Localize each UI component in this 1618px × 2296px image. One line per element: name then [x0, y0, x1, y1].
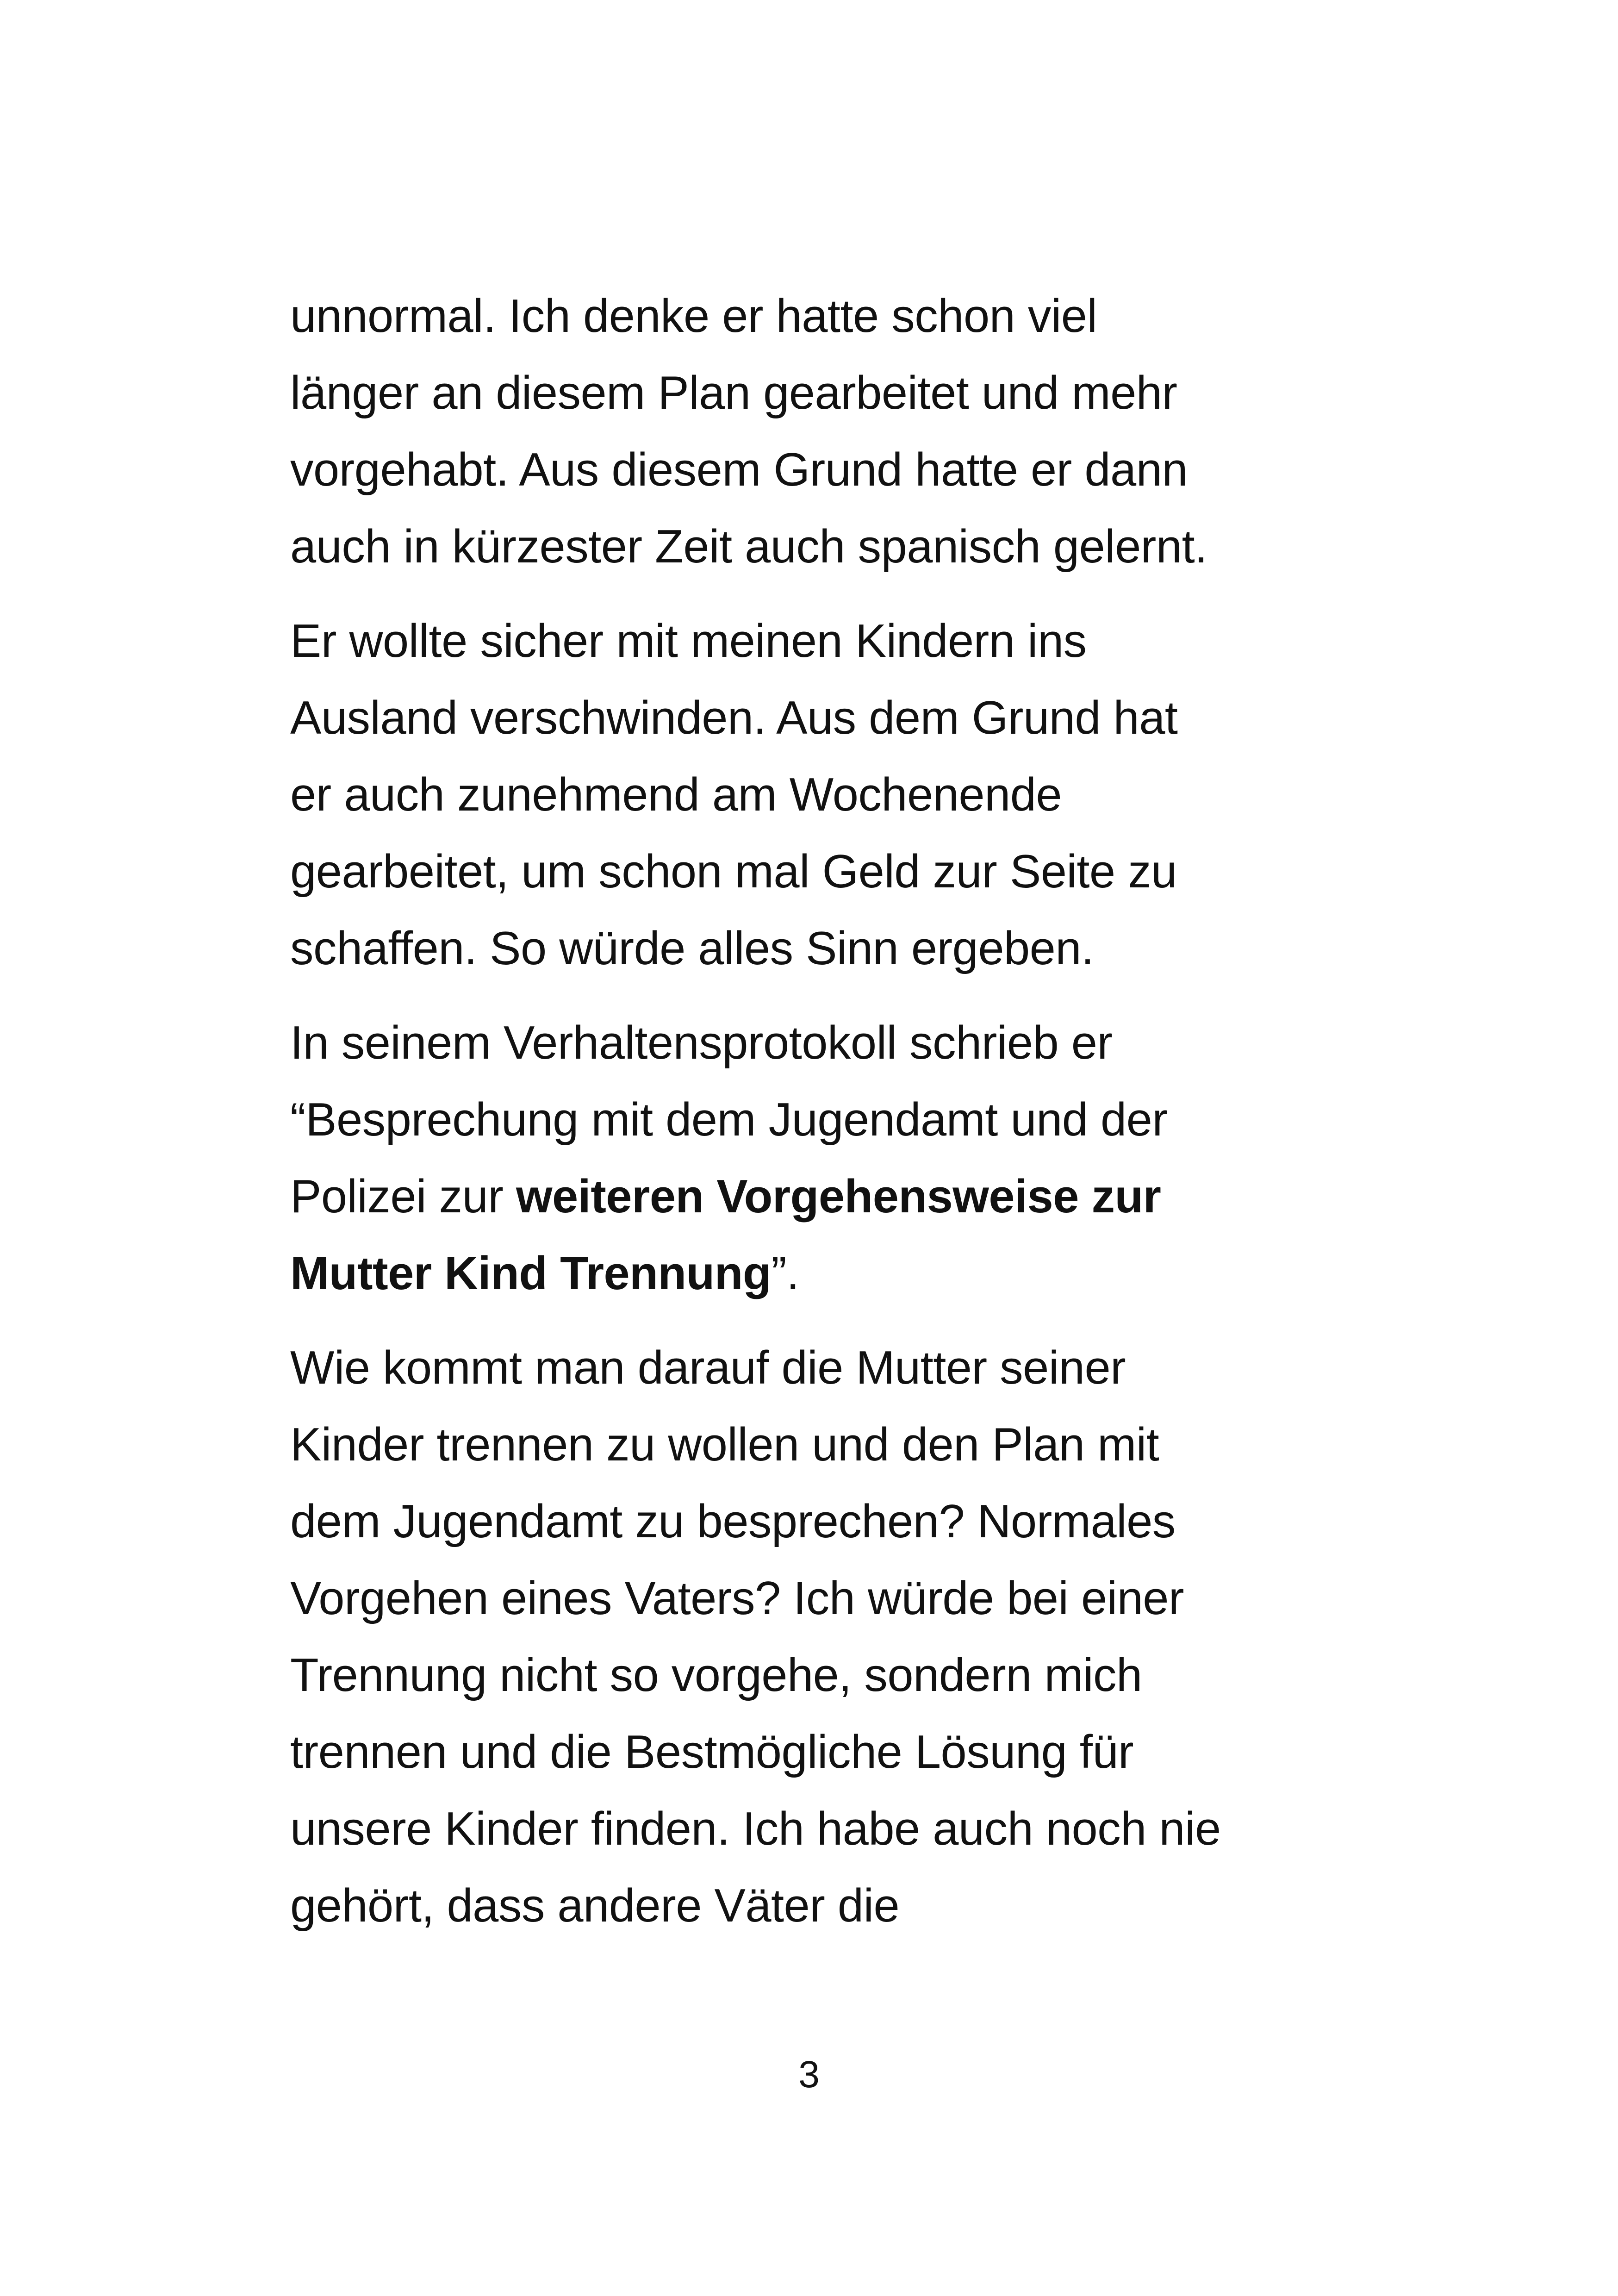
text-line: gearbeitet, um schon mal Geld zur Seite zu [290, 846, 1177, 898]
text-line [290, 1158, 1382, 1235]
text-line: unsere Kinder finden. Ich habe auch noch nie [290, 1803, 1221, 1855]
text-line: Vorgehen eines Vaters? Ich würde bei einer [290, 1572, 1184, 1624]
paragraph [290, 1004, 1382, 1312]
text-line: trennen und die Bestmögliche Lösung für [290, 1726, 1134, 1778]
paragraph [290, 278, 1382, 585]
text-line: dem Jugendamt zu besprechen? Normales [290, 1496, 1176, 1547]
text-plain: Polizei zur [290, 1171, 516, 1223]
text-line: Kinder trennen zu wollen und den Plan mit [290, 1419, 1159, 1471]
text-line: schaffen. So würde alles Sinn ergeben. [290, 923, 1094, 974]
text-line: unnormal. Ich denke er hatte schon viel [290, 290, 1097, 342]
body-text [290, 278, 1382, 1962]
text-bold: Mutter Kind Trennung [290, 1248, 772, 1299]
text-line: gehört, dass andere Väter die [290, 1880, 900, 1932]
text-line: Ausland verschwinden. Aus dem Grund hat [290, 692, 1178, 744]
text-line: vorgehabt. Aus diesem Grund hatte er dann [290, 444, 1188, 496]
text-line [290, 1235, 1382, 1312]
text-line: länger an diesem Plan gearbeitet und mehr [290, 367, 1177, 419]
text-line: In seinem Verhaltensprotokoll schrieb er [290, 1017, 1113, 1069]
text-line: er auch zunehmend am Wochenende [290, 769, 1062, 821]
paragraph [290, 603, 1382, 987]
page-number: 3 [798, 2053, 820, 2096]
text-line: “Besprechung mit dem Jugendamt und der [290, 1094, 1168, 1146]
text-line: Trennung nicht so vorgehe, sondern mich [290, 1649, 1142, 1701]
paragraph [290, 1329, 1382, 1944]
text-line: Wie kommt man darauf die Mutter seiner [290, 1342, 1126, 1394]
text-plain: ”. [771, 1248, 799, 1299]
text-bold: weiteren Vorgehensweise zur [516, 1171, 1161, 1223]
text-line: Er wollte sicher mit meinen Kindern ins [290, 615, 1087, 667]
text-line: auch in kürzester Zeit auch spanisch gelernt. [290, 521, 1207, 573]
